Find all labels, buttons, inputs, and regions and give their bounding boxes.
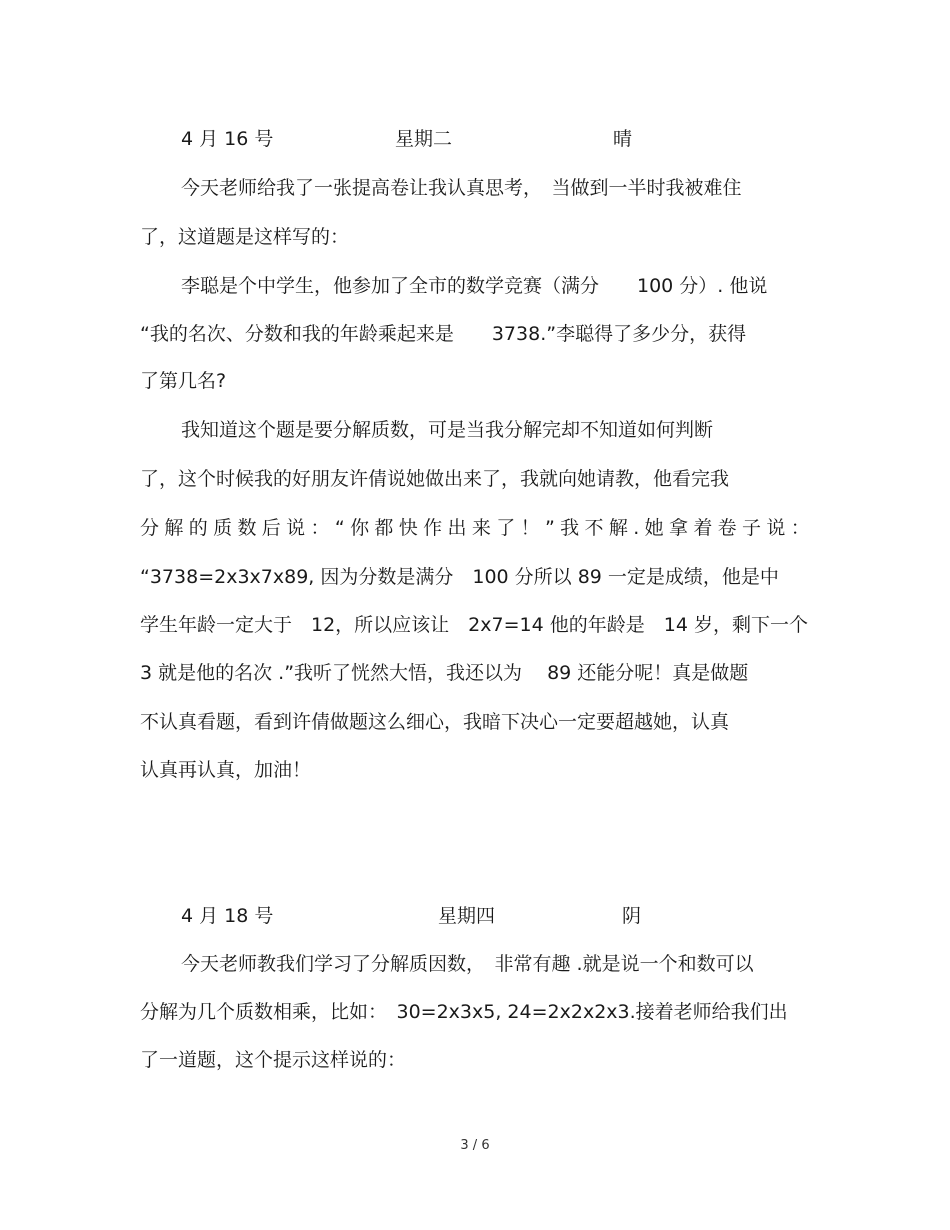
entry1-weekday: 星期二	[395, 128, 453, 150]
justified-char: .	[633, 517, 640, 539]
entry1-line-1: 今天老师给我了一张提高卷让我认真思考， 当做到一半时我被难住	[181, 177, 742, 199]
entry2-line-2: 分解为几个质数相乘，比如： 30=2x3x5, 24=2x2x2x3.接着老师给我们出	[140, 1001, 788, 1023]
justified-char: 不	[584, 517, 604, 539]
justified-char: 你	[350, 517, 370, 539]
entry1-line-7: 了，这个时候我的好朋友许倩说她做出来了，我就向她请教，他看完我	[140, 468, 730, 490]
entry1-line-8	[140, 516, 810, 540]
justified-char: 卷	[717, 517, 737, 539]
entry1-date: 4 月 16 号	[181, 128, 274, 150]
justified-char: “	[334, 517, 345, 539]
justified-char: 了	[496, 517, 516, 539]
entry1-line-5: 了第几名?	[140, 370, 227, 392]
justified-char: 我	[560, 517, 580, 539]
page-number: 3 / 6	[460, 1138, 490, 1153]
justified-char: 后	[261, 517, 281, 539]
justified-char: 着	[693, 517, 713, 539]
justified-char: 作	[423, 517, 443, 539]
justified-char: 解	[164, 517, 184, 539]
entry1-line-2: 了，这道题是这样写的：	[140, 226, 350, 248]
entry2-date: 4 月 18 号	[181, 905, 274, 927]
justified-char: 数	[237, 517, 257, 539]
entry1-line-13: 认真再认真，加油！	[140, 759, 312, 781]
entry1-weather: 晴	[613, 128, 633, 150]
justified-char: 分	[140, 517, 160, 539]
entry2-line-3: 了一道题，这个提示这样说的：	[140, 1049, 407, 1071]
entry2-weather: 阴	[622, 905, 642, 927]
justified-char: 都	[374, 517, 394, 539]
justified-char: 说	[286, 517, 306, 539]
justified-char: 她	[644, 517, 664, 539]
justified-char: ”	[544, 517, 555, 539]
entry1-line-6: 我知道这个题是要分解质数，可是当我分解完却不知道如何判断	[181, 419, 714, 441]
entry1-header	[0, 127, 950, 151]
entry2-header	[0, 904, 950, 928]
entry1-line-9: “3738=2x3x7x89, 因为分数是满分 100 分所以 89 一定是成绩，他是中	[140, 566, 779, 588]
entry1-line-10: 学生年龄一定大于 12，所以应该让 2x7=14 他的年龄是 14 岁，剩下一个	[140, 614, 808, 636]
justified-char: 解	[608, 517, 628, 539]
entry1-line-11: 3 就是他的名次 .”我听了恍然大悟，我还以为 89 还能分呢！真是做题	[140, 662, 749, 684]
justified-char: 出	[447, 517, 467, 539]
justified-char: ：	[310, 517, 330, 539]
justified-char: 的	[188, 517, 208, 539]
justified-char: 来	[471, 517, 491, 539]
justified-char: 拿	[668, 517, 688, 539]
justified-char: ：	[790, 517, 810, 539]
entry1-line-4: “我的名次、分数和我的年龄乘起来是 3738.”李聪得了多少分，获得	[140, 323, 747, 345]
justified-char: 说	[766, 517, 786, 539]
justified-char: 子	[742, 517, 762, 539]
justified-char: 质	[213, 517, 233, 539]
entry1-line-12: 不认真看题，看到许倩做题这么细心，我暗下决心一定要超越她，认真	[140, 711, 730, 733]
entry2-line-1: 今天老师教我们学习了分解质因数， 非常有趣 .就是说一个和数可以	[181, 953, 754, 975]
justified-char: ！	[520, 517, 540, 539]
entry1-line-3: 李聪是个中学生，他参加了全市的数学竞赛（满分 100 分）. 他说	[181, 275, 768, 297]
justified-char: 快	[398, 517, 418, 539]
entry2-weekday: 星期四	[438, 905, 496, 927]
